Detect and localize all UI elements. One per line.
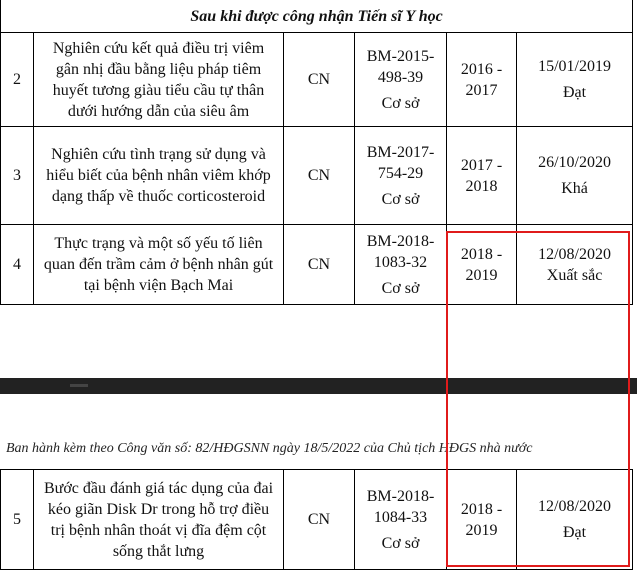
- year-end: 2019: [465, 521, 498, 539]
- project-period: [447, 127, 517, 225]
- year-start: 2016 -: [460, 60, 503, 78]
- project-code: [355, 33, 447, 127]
- project-period: [447, 225, 517, 305]
- project-code: [355, 127, 447, 225]
- acceptance-date: 15/01/2019: [538, 58, 611, 75]
- acceptance-result: Đạt: [562, 524, 587, 541]
- project-level: Cơ sở: [381, 279, 420, 297]
- year-end: 2019: [465, 266, 498, 284]
- project-level: Cơ sở: [381, 94, 420, 112]
- row-number: 4: [1, 225, 34, 305]
- code-part-1: BM-2018-: [366, 487, 435, 505]
- code-part-2: 498-39: [377, 68, 424, 86]
- project-period: [447, 470, 517, 570]
- project-title: Bước đầu đánh giá tác dụng của đai kéo giãn Disk Dr trong hỗ trợ điều trị bệnh nhân thoát vị đĩa đệm cột sống thắt lưng: [34, 470, 284, 570]
- code-part-1: BM-2017-: [366, 143, 435, 161]
- year-start: 2018 -: [460, 500, 503, 518]
- project-title: Nghiên cứu tình trạng sử dụng và hiểu biết của bệnh nhân viêm khớp dạng thấp về thuốc corticosteroid: [34, 127, 284, 225]
- year-start: 2018 -: [460, 245, 503, 263]
- year-end: 2017: [465, 81, 498, 99]
- project-level: Cơ sở: [381, 534, 420, 552]
- table-row: [1, 225, 633, 305]
- code-part-2: 754-29: [377, 164, 424, 182]
- row-number: 5: [1, 470, 34, 570]
- project-title: Thực trạng và một số yếu tố liên quan đến trầm cảm ở bệnh nhân gút tại bệnh viện Bạch Mai: [34, 225, 284, 305]
- acceptance-result: Đạt: [562, 84, 587, 101]
- code-part-1: BM-2018-: [366, 232, 435, 250]
- project-table-bottom: [0, 469, 633, 570]
- project-role: CN: [284, 470, 355, 570]
- row-number: 2: [1, 33, 34, 127]
- acceptance-result: Khá: [561, 180, 588, 197]
- code-part-2: 1084-33: [373, 508, 428, 526]
- acceptance: [517, 127, 633, 225]
- page-footer-note: Ban hành kèm theo Công văn số: 82/HĐGSNN ngày 18/5/2022 của Chủ tịch HĐGS nhà nước: [6, 441, 533, 456]
- project-role: CN: [284, 33, 355, 127]
- project-role: CN: [284, 225, 355, 305]
- project-title: Nghiên cứu kết quả điều trị viêm gân nhị đầu bằng liệu pháp tiêm huyết tương giàu tiểu cầu tự thân dưới hướng dẫn của siêu âm: [34, 33, 284, 127]
- page-break-band: [0, 378, 637, 394]
- band-mark: [70, 384, 88, 387]
- acceptance-date: 12/08/2020: [538, 245, 611, 263]
- acceptance: [517, 470, 633, 570]
- project-role: CN: [284, 127, 355, 225]
- year-end: 2018: [465, 177, 498, 195]
- acceptance: [517, 33, 633, 127]
- acceptance-date: 26/10/2020: [538, 154, 611, 171]
- section-heading: Sau khi được công nhận Tiến sĩ Y học: [1, 0, 633, 33]
- acceptance-result: Xuất sắc: [546, 266, 603, 284]
- acceptance: [517, 225, 633, 305]
- code-part-1: BM-2015-: [366, 47, 435, 65]
- project-code: [355, 225, 447, 305]
- code-part-2: 1083-32: [373, 253, 428, 271]
- acceptance-date: 12/08/2020: [538, 498, 611, 515]
- table-row: [1, 33, 633, 127]
- section-heading-row: [1, 0, 633, 33]
- project-level: Cơ sở: [381, 190, 420, 208]
- table-row: [1, 127, 633, 225]
- project-period: [447, 33, 517, 127]
- row-number: 3: [1, 127, 34, 225]
- project-code: [355, 470, 447, 570]
- table-row: [1, 470, 633, 570]
- year-start: 2017 -: [460, 156, 503, 174]
